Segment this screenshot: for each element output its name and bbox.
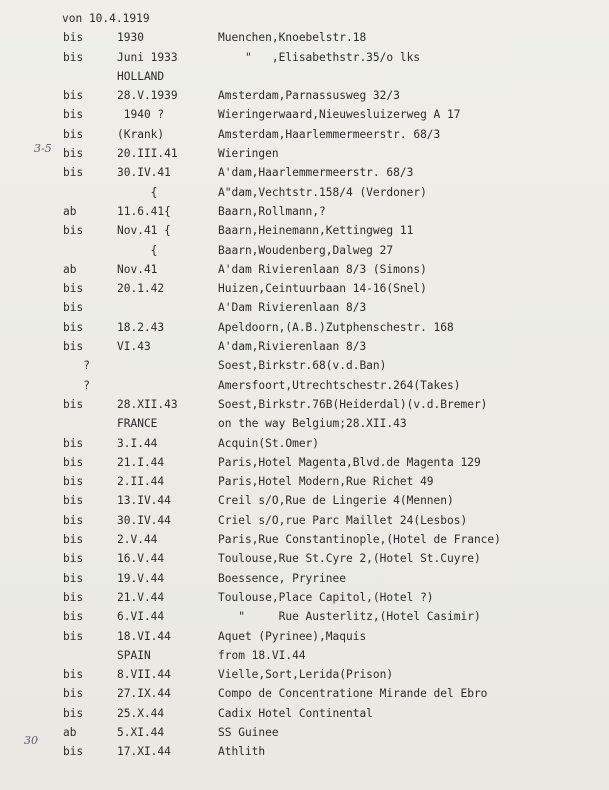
row-prefix: ? — [63, 359, 90, 373]
itinerary-row — [0, 723, 609, 742]
row-prefix: bis — [63, 533, 84, 547]
row-prefix: bis — [63, 552, 84, 566]
itinerary-row — [0, 646, 609, 665]
row-date: Nov.41 { — [117, 224, 171, 238]
itinerary-row — [0, 627, 609, 646]
row-prefix: ? — [63, 378, 90, 392]
row-place: Soest,Birkstr.68(v.d.Ban) — [218, 359, 387, 373]
itinerary-row — [0, 491, 609, 510]
row-date: 5.XI.44 — [117, 725, 165, 739]
row-date: 18.2.43 — [117, 320, 165, 334]
row-prefix: bis — [63, 224, 84, 238]
row-place: Cadix Hotel Continental — [218, 706, 373, 720]
row-prefix: bis — [63, 668, 84, 682]
itinerary-row — [0, 279, 609, 298]
itinerary-row — [0, 67, 609, 86]
row-date: 2.II.44 — [117, 475, 165, 489]
row-prefix: bis — [63, 745, 84, 759]
row-date: 30.IV.41 — [117, 166, 171, 180]
row-place: Athlith — [218, 745, 266, 759]
row-place: Amsterdam,Parnassusweg 32/3 — [218, 89, 400, 103]
row-date: 25.X.44 — [117, 706, 165, 720]
row-place: Boessence, Pryrinee — [218, 571, 346, 585]
row-place: Wieringerwaard,Nieuwesluizerweg A 17 — [218, 108, 461, 122]
itinerary-rows — [0, 28, 609, 761]
row-prefix: bis — [63, 31, 84, 45]
row-place: Muenchen,Knoebelstr.18 — [218, 31, 367, 45]
row-place: Paris,Rue Constantinople,(Hotel de France) — [218, 533, 501, 547]
itinerary-row — [0, 105, 609, 124]
row-date: 21.I.44 — [117, 455, 165, 469]
itinerary-row — [0, 86, 609, 105]
row-place: Soest,Birkstr.76B(Heiderdal)(v.d.Bremer) — [218, 397, 488, 411]
row-prefix: bis — [63, 340, 84, 354]
itinerary-row — [0, 704, 609, 723]
row-prefix: bis — [63, 147, 84, 161]
row-place: A"dam,Vechtstr.158/4 (Verdoner) — [218, 185, 427, 199]
row-place: A'dam,Haarlemmermeerstr. 68/3 — [218, 166, 414, 180]
row-prefix: bis — [63, 436, 84, 450]
row-place: Amersfoort,Utrechtschestr.264(Takes) — [218, 378, 461, 392]
itinerary-row — [0, 28, 609, 47]
row-place: Acquin(St.Omer) — [218, 436, 320, 450]
row-prefix: bis — [63, 282, 84, 296]
row-place: Aquet (Pyrinee),Maquis — [218, 629, 367, 643]
row-place: A'dam Rivierenlaan 8/3 (Simons) — [218, 262, 427, 276]
row-prefix: bis — [63, 127, 84, 141]
row-date: { — [117, 243, 158, 257]
row-date: 3.I.44 — [117, 436, 158, 450]
row-date: Juni 1933 — [117, 50, 178, 64]
itinerary-row — [0, 453, 609, 472]
itinerary-list — [0, 9, 609, 762]
itinerary-row — [0, 414, 609, 433]
row-date: 18.VI.44 — [117, 629, 171, 643]
row-date: Nov.41 — [117, 262, 158, 276]
itinerary-row — [0, 395, 609, 414]
itinerary-row — [0, 569, 609, 588]
row-date: 13.IV.44 — [117, 494, 171, 508]
itinerary-row — [0, 742, 609, 761]
row-prefix: bis — [63, 89, 84, 103]
row-place: Creil s/O,Rue de Lingerie 4(Mennen) — [218, 494, 454, 508]
row-date: 21.V.44 — [117, 590, 165, 604]
row-place: Baarn,Rollmann,? — [218, 204, 326, 218]
itinerary-row — [0, 221, 609, 240]
itinerary-row — [0, 607, 609, 626]
row-date: 6.VI.44 — [117, 610, 165, 624]
itinerary-row — [0, 298, 609, 317]
row-prefix: bis — [63, 166, 84, 180]
itinerary-row — [0, 241, 609, 260]
row-prefix: bis — [63, 301, 84, 315]
itinerary-row — [0, 183, 609, 202]
row-date: 19.V.44 — [117, 571, 165, 585]
row-prefix: bis — [63, 706, 84, 720]
itinerary-row — [0, 125, 609, 144]
row-prefix: ab — [63, 204, 77, 218]
row-place: " Rue Austerlitz,(Hotel Casimir) — [218, 610, 481, 624]
header-row — [0, 9, 609, 28]
row-place: SS Guinee — [218, 725, 279, 739]
row-place: Apeldoorn,(A.B.)Zutphenschestr. 168 — [218, 320, 454, 334]
row-place: Vielle,Sort,Lerida(Prison) — [218, 668, 394, 682]
row-place: " ,Elisabethstr.35/o lks — [218, 50, 421, 64]
itinerary-row — [0, 472, 609, 491]
row-date: { — [117, 185, 158, 199]
row-prefix: bis — [63, 610, 84, 624]
row-date: 27.IX.44 — [117, 687, 171, 701]
row-date: SPAIN — [117, 648, 151, 662]
row-date: 1930 — [117, 31, 144, 45]
itinerary-row — [0, 530, 609, 549]
itinerary-row — [0, 549, 609, 568]
row-date: 16.V.44 — [117, 552, 165, 566]
itinerary-row — [0, 511, 609, 530]
itinerary-row — [0, 202, 609, 221]
row-prefix: bis — [63, 494, 84, 508]
row-place: Baarn,Woudenberg,Dalweg 27 — [218, 243, 394, 257]
itinerary-row — [0, 337, 609, 356]
row-date: 28.XII.43 — [117, 397, 178, 411]
row-place: Wieringen — [218, 147, 279, 161]
row-prefix: ab — [63, 262, 77, 276]
row-place: A'dam,Rivierenlaan 8/3 — [218, 340, 367, 354]
row-date: 20.1.42 — [117, 282, 165, 296]
row-prefix: bis — [63, 397, 84, 411]
row-date: VI.43 — [117, 340, 151, 354]
row-date: 28.V.1939 — [117, 89, 178, 103]
row-prefix: bis — [63, 571, 84, 585]
row-date: HOLLAND — [117, 69, 165, 83]
row-date: 11.6.41{ — [117, 204, 171, 218]
itinerary-row — [0, 48, 609, 67]
row-prefix: bis — [63, 475, 84, 489]
itinerary-row — [0, 318, 609, 337]
itinerary-row — [0, 588, 609, 607]
itinerary-row — [0, 144, 609, 163]
row-date: (Krank) — [117, 127, 165, 141]
row-date: FRANCE — [117, 417, 158, 431]
row-place: A'Dam Rivierenlaan 8/3 — [218, 301, 367, 315]
row-prefix: bis — [63, 50, 84, 64]
row-place: Baarn,Heinemann,Kettingweg 11 — [218, 224, 414, 238]
row-place: Amsterdam,Haarlemmermeerstr. 68/3 — [218, 127, 441, 141]
row-place: Toulouse,Place Capitol,(Hotel ?) — [218, 590, 434, 604]
row-prefix: bis — [63, 513, 84, 527]
itinerary-row — [0, 684, 609, 703]
row-date: 2.V.44 — [117, 533, 158, 547]
handwritten-note-a: 3-5 — [34, 142, 52, 155]
row-prefix: ab — [63, 725, 77, 739]
row-place: Paris,Hotel Modern,Rue Richet 49 — [218, 475, 434, 489]
row-date: 30.IV.44 — [117, 513, 171, 527]
row-date: 20.III.41 — [117, 147, 178, 161]
itinerary-row — [0, 376, 609, 395]
header-text: von 10.4.1919 — [62, 12, 150, 25]
row-place: from 18.VI.44 — [218, 648, 306, 662]
row-prefix: bis — [63, 320, 84, 334]
row-place: Toulouse,Rue St.Cyre 2,(Hotel St.Cuyre) — [218, 552, 481, 566]
row-date: 1940 ? — [117, 108, 165, 122]
itinerary-row — [0, 665, 609, 684]
row-prefix: bis — [63, 687, 84, 701]
itinerary-row — [0, 163, 609, 182]
handwritten-note-b: 30 — [24, 734, 38, 747]
row-place: Criel s/O,rue Parc Maillet 24(Lesbos) — [218, 513, 468, 527]
row-prefix: bis — [63, 629, 84, 643]
row-prefix: bis — [63, 455, 84, 469]
itinerary-row — [0, 260, 609, 279]
row-prefix: bis — [63, 590, 84, 604]
row-place: on the way Belgium;28.XII.43 — [218, 417, 407, 431]
row-prefix: bis — [63, 108, 84, 122]
row-date: 17.XI.44 — [117, 745, 171, 759]
row-place: Paris,Hotel Magenta,Blvd.de Magenta 129 — [218, 455, 481, 469]
row-place: Compo de Concentratione Mirande del Ebro — [218, 687, 488, 701]
row-date: 8.VII.44 — [117, 668, 171, 682]
itinerary-row — [0, 356, 609, 375]
row-place: Huizen,Ceintuurbaan 14-16(Snel) — [218, 282, 427, 296]
itinerary-row — [0, 434, 609, 453]
